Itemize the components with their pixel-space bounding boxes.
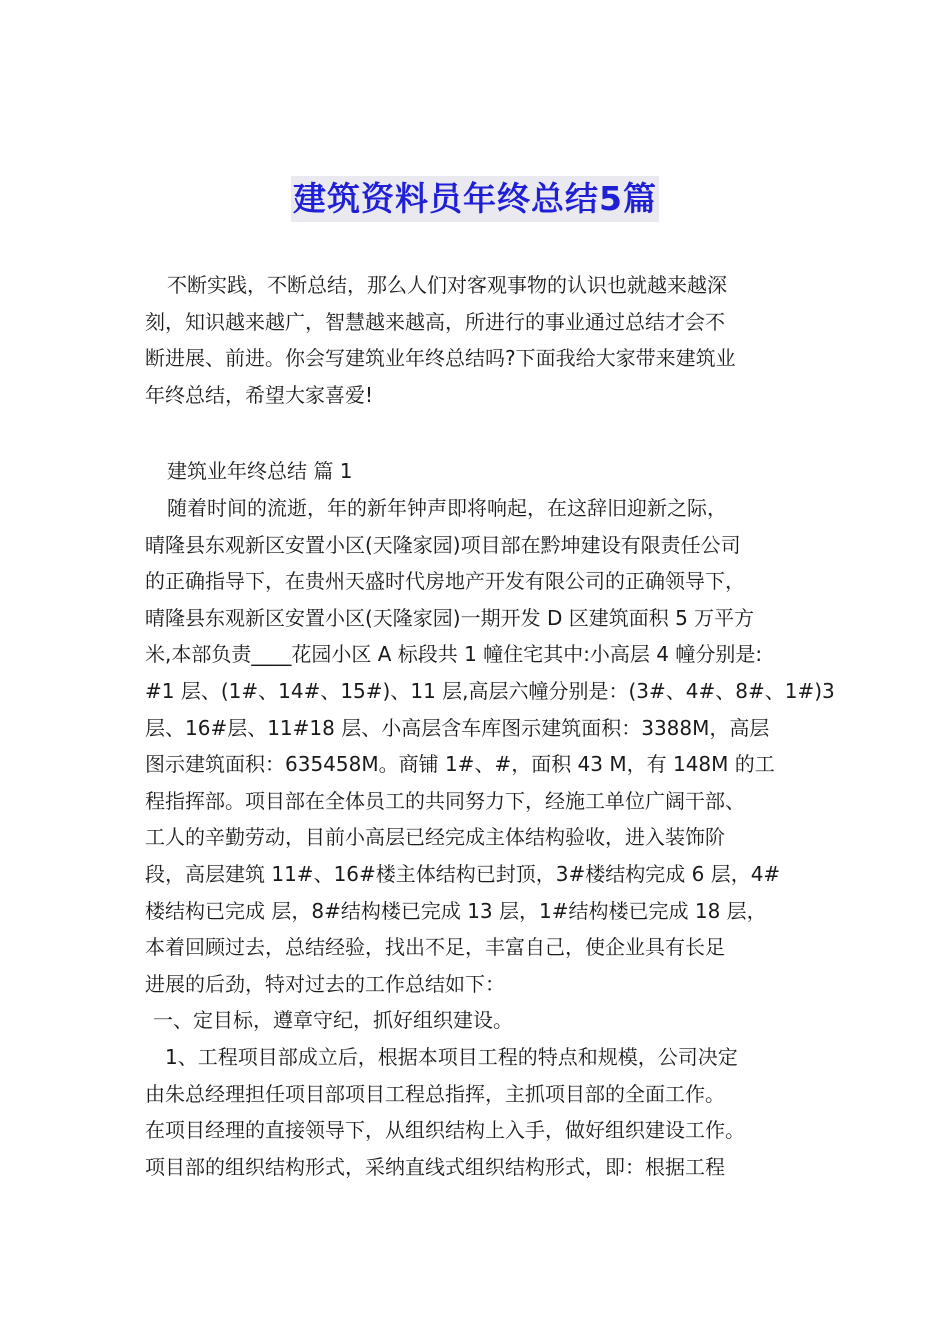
paragraph-line: 工人的辛勤劳动，目前小高层已经完成主体结构验收，进入装饰阶 bbox=[145, 825, 725, 850]
paragraph-line: 层、16#层、11#18 层、小高层含车库图示建筑面积：3388M，高层 bbox=[145, 715, 770, 740]
paragraph-line: 程指挥部。项目部在全体员工的共同努力下，经施工单位广阔干部、 bbox=[145, 788, 745, 813]
intro-line: 年终总结，希望大家喜爱! bbox=[145, 382, 374, 407]
item-line: 1、工程项目部成立后，根据本项目工程的特点和规模，公司决定 bbox=[165, 1044, 738, 1069]
paragraph-line: 本着回顾过去，总结经验，找出不足，丰富自己，使企业具有长足 bbox=[145, 935, 725, 960]
document-title: 建筑资料员年终总结5篇 bbox=[291, 176, 659, 222]
title-container bbox=[0, 176, 950, 222]
paragraph-line: 米,本部负责____花园小区 A 标段共 1 幢住宅其中:小高层 4 幢分别是: bbox=[145, 642, 763, 667]
paragraph-line: 晴隆县东观新区安置小区(天隆家园)一期开发 D 区建筑面积 5 万平方 bbox=[145, 605, 755, 630]
paragraph-line: #1 层、(1#、14#、15#)、11 层,高层六幢分别是：(3#、4#、8#、1#)3 bbox=[145, 678, 835, 703]
item-line: 项目部的组织结构形式，采纳直线式组织结构形式，即：根据工程 bbox=[145, 1154, 725, 1179]
subheading: 一、定目标，遵章守纪，抓好组织建设。 bbox=[153, 1008, 513, 1033]
paragraph-line: 的正确指导下，在贵州天盛时代房地产开发有限公司的正确领导下， bbox=[145, 569, 745, 594]
section-heading-block bbox=[145, 453, 815, 490]
paragraph-line: 段，高层建筑 11#、16#楼主体结构已封顶，3#楼结构完成 6 层，4# bbox=[145, 861, 781, 886]
paragraph-line: 楼结构已完成 层，8#结构楼已完成 13 层，1#结构楼已完成 18 层， bbox=[145, 898, 767, 923]
paragraph-line: 随着时间的流逝，年的新年钟声即将响起，在这辞旧迎新之际， bbox=[167, 496, 727, 520]
intro-line: 刻，知识越来越广，智慧越来越高，所进行的事业通过总结才会不 bbox=[145, 309, 725, 334]
item-line: 在项目经理的直接领导下，从组织结构上入手，做好组织建设工作。 bbox=[145, 1118, 745, 1143]
paragraph-line: 图示建筑面积：635458M。商铺 1#、#，面积 43 M，有 148M 的工 bbox=[145, 752, 775, 777]
intro-paragraph bbox=[145, 267, 815, 413]
intro-line: 断进展、前进。你会写建筑业年终总结吗?下面我给大家带来建筑业 bbox=[145, 346, 736, 371]
intro-line: 不断实践，不断总结，那么人们对客观事物的认识也就越来越深 bbox=[167, 273, 727, 297]
paragraph-line: 晴隆县东观新区安置小区(天隆家园)项目部在黔坤建设有限责任公司 bbox=[145, 532, 741, 557]
paragraph-line: 进展的后劲，特对过去的工作总结如下： bbox=[145, 971, 505, 996]
main-paragraph bbox=[145, 490, 835, 1185]
item-line: 由朱总经理担任项目部项目工程总指挥，主抓项目部的全面工作。 bbox=[145, 1081, 725, 1106]
section-heading: 建筑业年终总结 篇 1 bbox=[167, 459, 353, 483]
